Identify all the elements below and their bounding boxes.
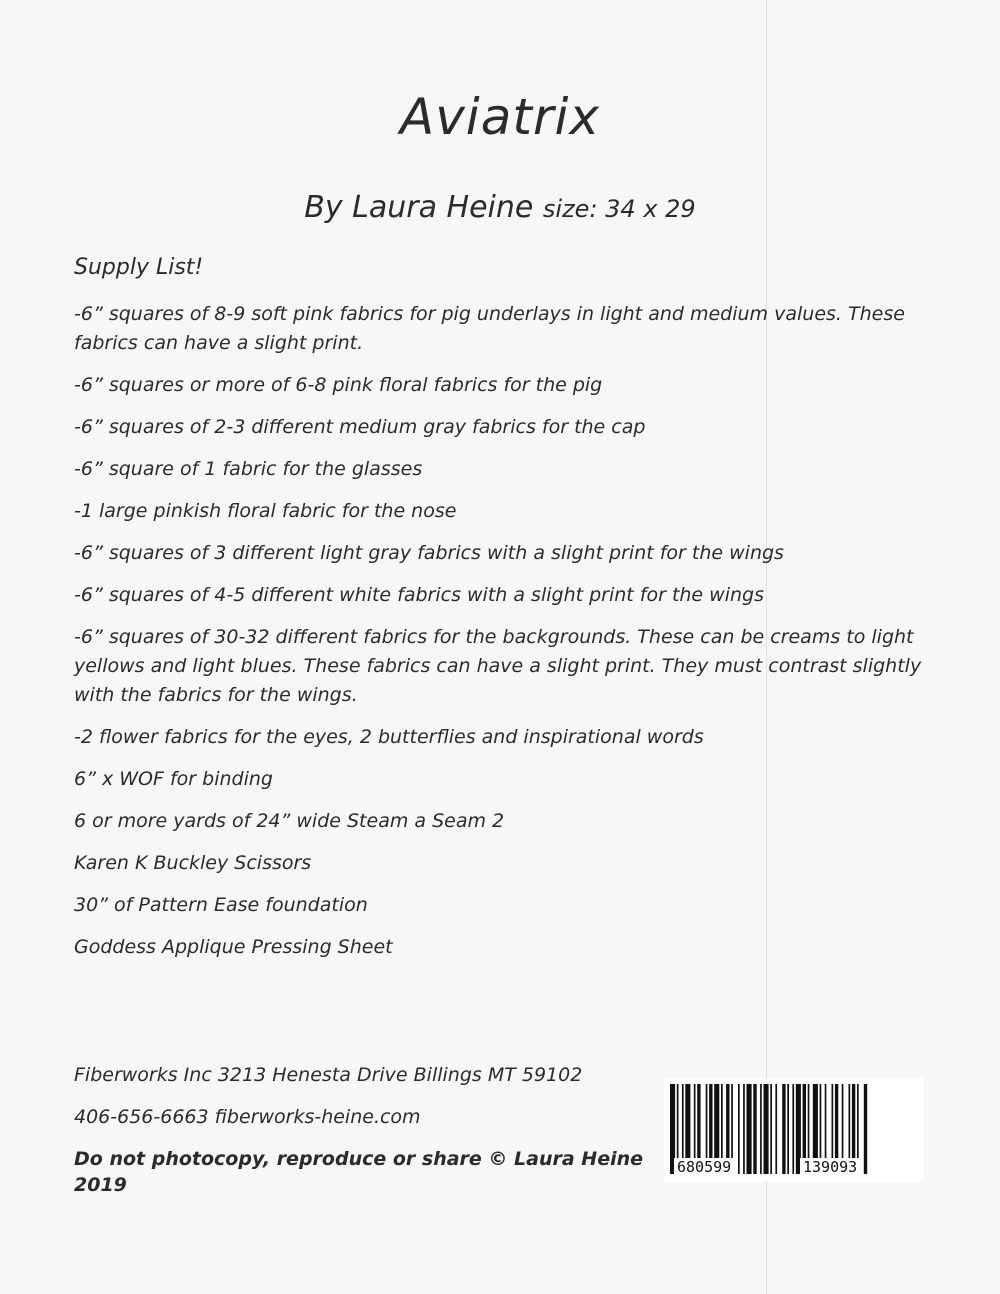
supply-item: 30” of Pattern Ease foundation bbox=[74, 894, 368, 916]
supply-item: Karen K Buckley Scissors bbox=[74, 852, 312, 874]
supply-item: -6” squares of 8-9 soft pink fabrics for pig underlays in light and medium values. These fabrics can have a slight print. bbox=[74, 303, 905, 354]
supply-item: -6” squares of 3 different light gray fabrics with a slight print for the wings bbox=[74, 542, 784, 564]
barcode-right-digits: 139093 bbox=[800, 1158, 860, 1176]
supply-item: Goddess Applique Pressing Sheet bbox=[74, 936, 393, 958]
quilt-size: size: 34 x 29 bbox=[542, 195, 696, 223]
supply-item: 6 or more yards of 24” wide Steam a Seam 2 bbox=[74, 810, 505, 832]
supply-item: 6” x WOF for binding bbox=[74, 768, 273, 790]
author-name: By Laura Heine bbox=[304, 190, 534, 225]
supply-list bbox=[74, 300, 924, 975]
supply-item: -6” squares of 2-3 different medium gray fabrics for the cap bbox=[74, 416, 646, 438]
supply-item: -6” squares of 30-32 different fabrics for the backgrounds. These can be creams to light yellows and light blues. These fabrics can have a slight print. They must contrast slightly with the fabrics for the wings. bbox=[74, 626, 922, 706]
pattern-title: Aviatrix bbox=[400, 88, 600, 146]
barcode bbox=[664, 1078, 924, 1182]
publisher-address: Fiberworks Inc 3213 Henesta Drive Billings MT 59102 bbox=[74, 1064, 583, 1086]
supply-item: -6” squares of 4-5 different white fabrics with a slight print for the wings bbox=[74, 584, 764, 606]
supply-item: -2 flower fabrics for the eyes, 2 butterflies and inspirational words bbox=[74, 726, 704, 748]
supply-item: -6” squares or more of 6-8 pink floral fabrics for the pig bbox=[74, 374, 603, 396]
barcode-left-digits: 680599 bbox=[674, 1158, 734, 1176]
supply-list-heading: Supply List! bbox=[74, 255, 204, 280]
barcode-digits bbox=[664, 1158, 924, 1176]
supply-item: -1 large pinkish floral fabric for the nose bbox=[74, 500, 457, 522]
publisher-footer bbox=[74, 1062, 644, 1214]
copyright-notice: Do not photocopy, reproduce or share © Laura Heine 2019 bbox=[74, 1148, 644, 1196]
byline bbox=[0, 190, 1000, 225]
publisher-contact: 406-656-6663 fiberworks-heine.com bbox=[74, 1106, 421, 1128]
supply-item: -6” square of 1 fabric for the glasses bbox=[74, 458, 423, 480]
